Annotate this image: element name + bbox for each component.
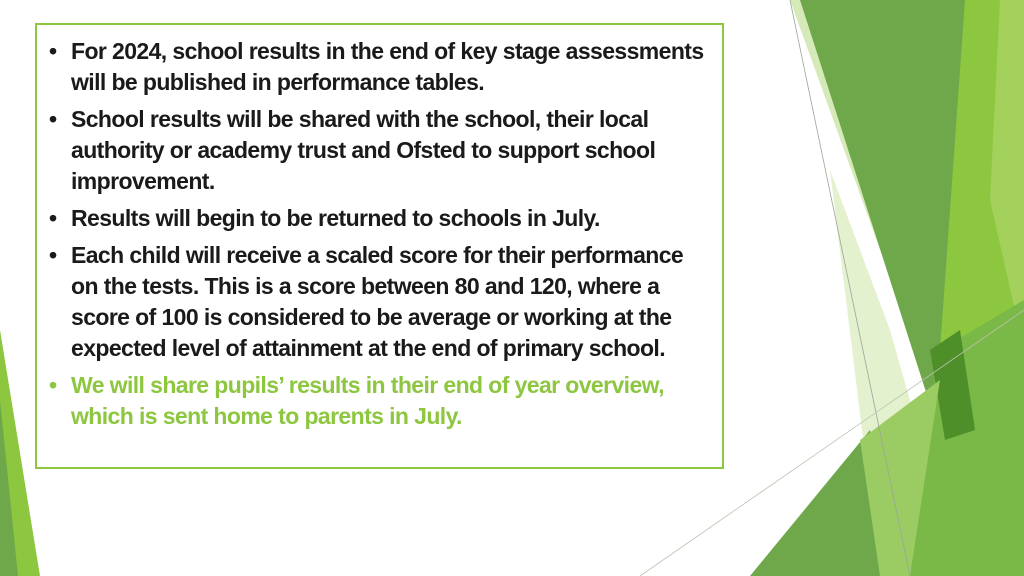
bullet-dot: • [49,242,57,268]
bullet-item [49,203,712,234]
bullet-dot: • [49,205,57,231]
bullet-item [49,240,712,364]
bullet-dot: • [49,372,57,398]
content-textbox [35,23,724,469]
bullet-text: Each child will receive a scaled score for their performance on the tests. This is a score between 80 and 120, where a score of 100 is considered to be average or working at the expected level of attainment at the end of primary school. [71,242,684,361]
bullet-text: School results will be shared with the school, their local authority or academy trust and Ofsted to support school improvement. [71,106,656,194]
bullet-text: We will share pupils’ results in their end of year overview, which is sent home to parents in July. [71,372,664,429]
bullet-item-highlight [49,370,712,432]
bullet-text: For 2024, school results in the end of key stage assessments will be published in performance tables. [71,38,704,95]
bullet-dot: • [49,106,57,132]
bullet-list [49,36,712,432]
bullet-item [49,104,712,197]
bullet-dot: • [49,38,57,64]
bullet-text: Results will begin to be returned to schools in July. [71,205,600,231]
bullet-item [49,36,712,98]
